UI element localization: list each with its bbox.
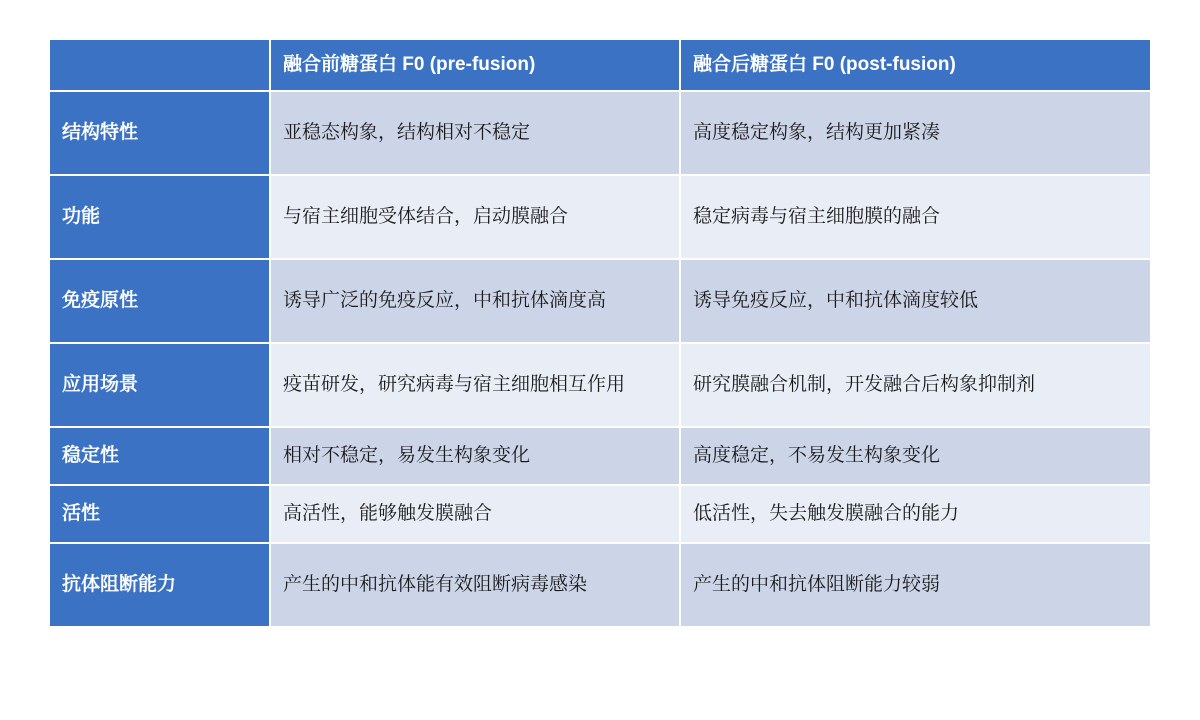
cell-immunogenicity-pre: 诱导广泛的免疫反应，中和抗体滴度高 [270, 259, 680, 343]
table-corner-cell [50, 40, 270, 91]
cell-function-post: 稳定病毒与宿主细胞膜的融合 [680, 175, 1150, 259]
row-label-immunogenicity: 免疫原性 [50, 259, 270, 343]
table-row [50, 485, 1150, 543]
table-row [50, 543, 1150, 626]
table-row [50, 343, 1150, 427]
column-header-pre-fusion: 融合前糖蛋白 F0 (pre-fusion) [270, 40, 680, 91]
cell-structure-post: 高度稳定构象，结构更加紧凑 [680, 91, 1150, 175]
table-row [50, 259, 1150, 343]
cell-activity-pre: 高活性，能够触发膜融合 [270, 485, 680, 543]
cell-function-pre: 与宿主细胞受体结合，启动膜融合 [270, 175, 680, 259]
comparison-table [50, 40, 1150, 626]
row-label-function: 功能 [50, 175, 270, 259]
cell-activity-post: 低活性，失去触发膜融合的能力 [680, 485, 1150, 543]
table-header-row [50, 40, 1150, 91]
table-row [50, 175, 1150, 259]
row-label-application: 应用场景 [50, 343, 270, 427]
cell-immunogenicity-post: 诱导免疫反应，中和抗体滴度较低 [680, 259, 1150, 343]
cell-application-post: 研究膜融合机制，开发融合后构象抑制剂 [680, 343, 1150, 427]
cell-stability-pre: 相对不稳定，易发生构象变化 [270, 427, 680, 485]
cell-structure-pre: 亚稳态构象，结构相对不稳定 [270, 91, 680, 175]
row-label-antibody-blocking: 抗体阻断能力 [50, 543, 270, 626]
row-label-activity: 活性 [50, 485, 270, 543]
cell-antibody-blocking-pre: 产生的中和抗体能有效阻断病毒感染 [270, 543, 680, 626]
row-label-structure: 结构特性 [50, 91, 270, 175]
cell-application-pre: 疫苗研发，研究病毒与宿主细胞相互作用 [270, 343, 680, 427]
table-row [50, 427, 1150, 485]
cell-antibody-blocking-post: 产生的中和抗体阻断能力较弱 [680, 543, 1150, 626]
row-label-stability: 稳定性 [50, 427, 270, 485]
table-row [50, 91, 1150, 175]
cell-stability-post: 高度稳定，不易发生构象变化 [680, 427, 1150, 485]
column-header-post-fusion: 融合后糖蛋白 F0 (post-fusion) [680, 40, 1150, 91]
